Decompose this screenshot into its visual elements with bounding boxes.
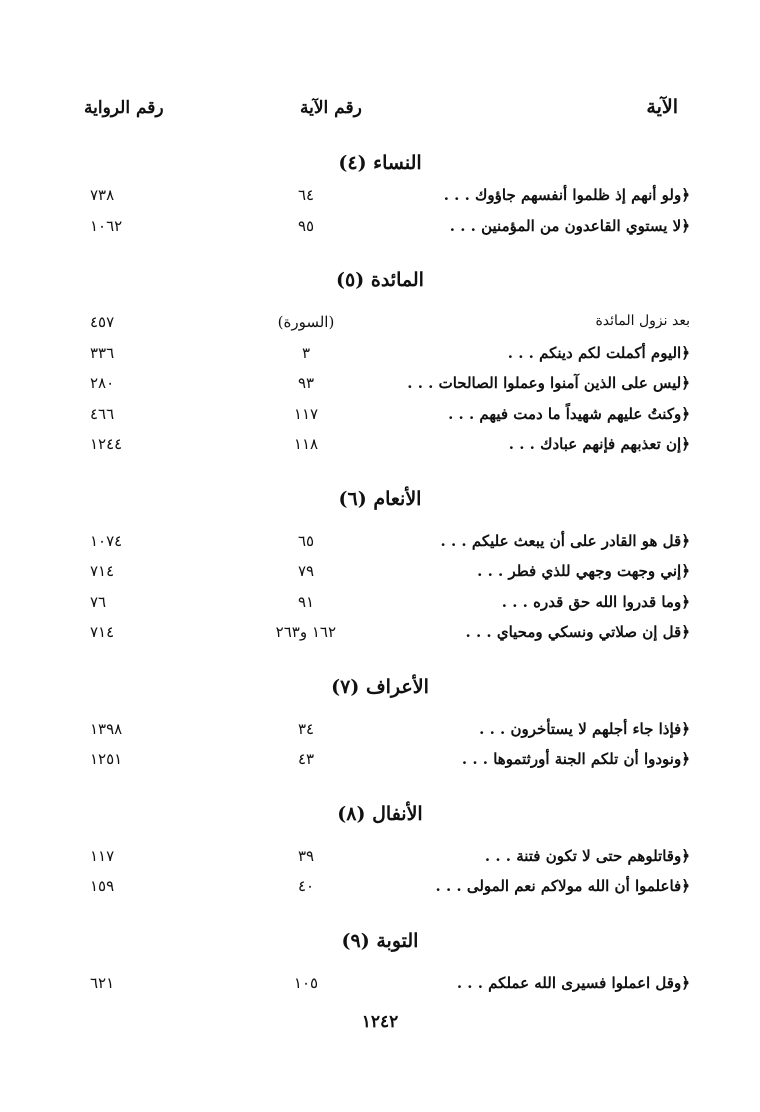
aya-number: ١١٨ xyxy=(293,435,319,453)
verse-text: ﴿ونودوا أن تلكم الجنة أورثتموها . . . xyxy=(461,750,690,768)
riwaya-number: ٧٦ xyxy=(90,592,107,611)
aya-number: ٩١ xyxy=(297,592,315,611)
index-row xyxy=(70,431,690,462)
aya-number: ١٦٢ و٢٦٣ xyxy=(275,623,336,641)
verse-text: ﴿وقل اعملوا فسيرى الله عملكم . . . xyxy=(456,973,690,992)
aya-number: ٦٤ xyxy=(297,186,315,204)
riwaya-number: ٣٣٦ xyxy=(90,343,115,362)
verse-text: ﴿إني وجهت وجهي للذي فطر . . . xyxy=(477,562,690,580)
surah-title: الأنفال (٨) xyxy=(337,802,423,825)
aya-number: ٦٥ xyxy=(297,531,315,550)
verse-text: ﴿فاعلموا أن الله مولاكم نعم المولى . . . xyxy=(435,877,690,895)
verse-text: ﴿اليوم أكملت لكم دينكم . . . xyxy=(507,343,690,362)
aya-number: (السورة) xyxy=(277,313,335,331)
verse-text: ﴿ليس على الذين آمنوا وعملوا الصالحات . . . xyxy=(407,374,690,392)
verse-text: ﴿إن تعذبهم فإنهم عبادك . . . xyxy=(508,435,690,453)
riwaya-number: ١٢٤٤ xyxy=(90,435,123,453)
aya-number: ٩٣ xyxy=(297,374,315,392)
index-row xyxy=(70,843,690,874)
aya-number: ٩٥ xyxy=(297,216,315,235)
index-row xyxy=(70,746,690,777)
index-row xyxy=(70,213,690,244)
index-row xyxy=(70,182,690,213)
aya-number: ٤٠ xyxy=(297,877,315,895)
riwaya-number: ١٥٩ xyxy=(90,877,115,895)
verse-text: ﴿قل إن صلاتي ونسكي ومحياي . . . xyxy=(465,623,690,641)
aya-number: ١١٧ xyxy=(293,404,319,423)
index-row xyxy=(70,309,690,340)
riwaya-number: ١٣٩٨ xyxy=(90,719,123,738)
header-riwaya-number: رقم الرواية xyxy=(84,98,164,118)
riwaya-number: ٧١٤ xyxy=(90,623,115,641)
verse-text: ﴿ولو أنهم إذ ظلموا أنفسهم جاؤوك . . . xyxy=(443,186,690,204)
aya-number: ٣ xyxy=(301,343,311,362)
index-row xyxy=(70,340,690,371)
riwaya-number: ١٢٥١ xyxy=(90,750,123,768)
index-row xyxy=(70,558,690,589)
verse-text: بعد نزول المائدة xyxy=(595,313,690,329)
riwaya-number: ٧٣٨ xyxy=(90,186,115,204)
riwaya-number: ١٠٦٢ xyxy=(90,216,123,235)
index-row xyxy=(70,873,690,904)
index-row xyxy=(70,716,690,747)
verse-text: ﴿وما قدروا الله حق قدره . . . xyxy=(501,592,690,611)
riwaya-number: ١١٧ xyxy=(90,846,115,865)
surah-title: الأعراف (٧) xyxy=(331,675,429,698)
page-number: ١٢٤٢ xyxy=(361,1012,399,1032)
riwaya-number: ١٠٧٤ xyxy=(90,531,123,550)
surah-title: المائدة (٥) xyxy=(336,269,424,291)
index-row xyxy=(70,589,690,620)
verse-text: ﴿فإذا جاء أجلهم لا يستأخرون . . . xyxy=(479,719,690,738)
surah-title: النساء (٤) xyxy=(338,152,422,174)
verse-text: ﴿لا يستوي القاعدون من المؤمنين . . . xyxy=(449,216,690,235)
verse-index xyxy=(70,140,690,1000)
header-aya: الآية xyxy=(646,96,678,118)
aya-number: ٣٤ xyxy=(297,719,315,738)
riwaya-number: ٤٥٧ xyxy=(90,313,115,331)
index-row xyxy=(70,619,690,650)
index-row xyxy=(70,370,690,401)
aya-number: ١٠٥ xyxy=(293,973,319,992)
index-row xyxy=(70,970,690,1001)
index-row xyxy=(70,401,690,432)
riwaya-number: ٤٦٦ xyxy=(90,404,115,423)
surah-title: الأنعام (٦) xyxy=(338,487,422,510)
riwaya-number: ٧١٤ xyxy=(90,562,115,580)
riwaya-number: ٢٨٠ xyxy=(90,374,115,392)
surah-title: التوبة (٩) xyxy=(341,929,419,952)
verse-text: ﴿وقاتلوهم حتى لا تكون فتنة . . . xyxy=(484,846,690,865)
riwaya-number: ٦٢١ xyxy=(90,973,115,992)
aya-number: ٧٩ xyxy=(297,562,315,580)
verse-text: ﴿وكنتُ عليهم شهيداً ما دمت فيهم . . . xyxy=(448,404,690,423)
aya-number: ٤٣ xyxy=(297,750,315,768)
verse-text: ﴿قل هو القادر على أن يبعث عليكم . . . xyxy=(440,531,690,550)
index-row xyxy=(70,528,690,559)
aya-number: ٣٩ xyxy=(297,846,315,865)
column-header xyxy=(70,98,690,132)
header-aya-number: رقم الآية xyxy=(300,98,362,118)
